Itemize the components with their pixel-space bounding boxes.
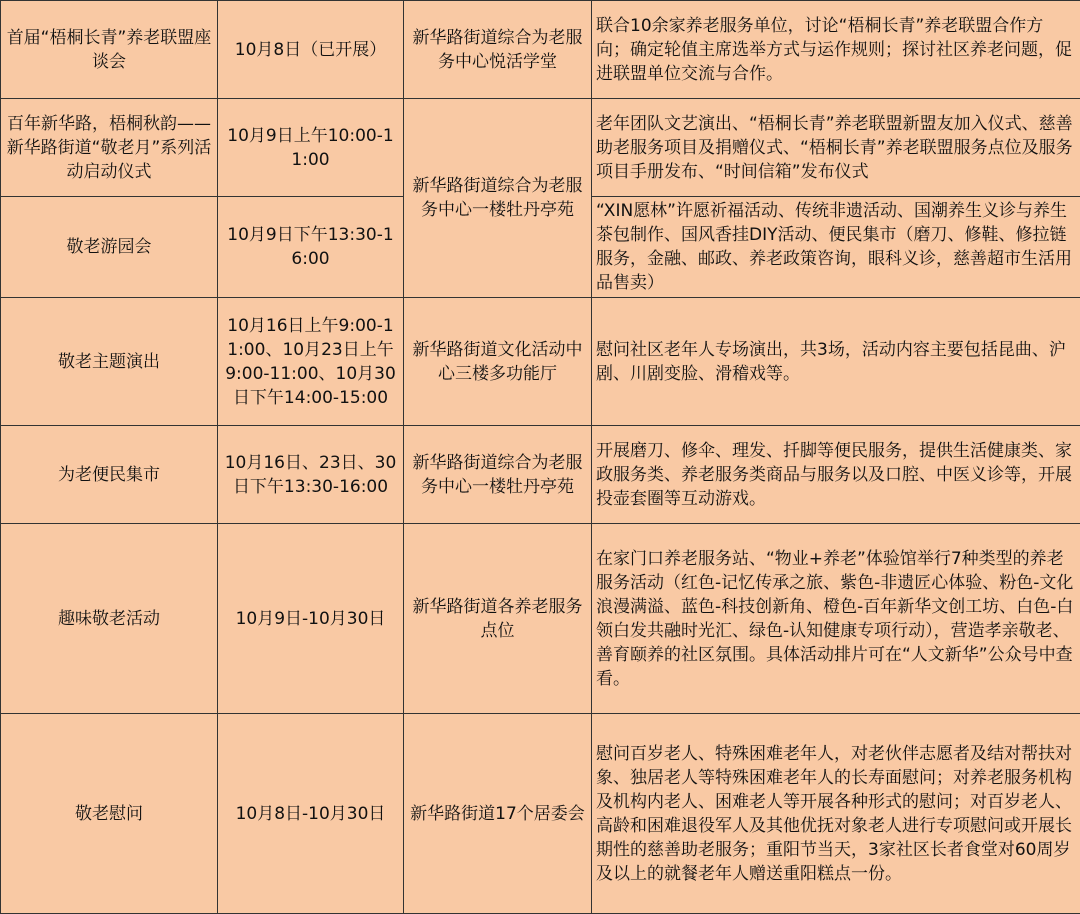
event-name: 百年新华路，梧桐秋韵——新华路街道“敬老月”系列活动启动仪式 bbox=[1, 99, 218, 197]
table-row bbox=[1, 714, 1080, 914]
event-content: 开展磨刀、修伞、理发、扦脚等便民服务，提供生活健康类、家政服务类、养老服务类商品与服务以及口腔、中医义诊等，开展投壶套圈等互动游戏。 bbox=[592, 426, 1080, 524]
event-content: 慰问百岁老人、特殊困难老年人，对老伙伴志愿者及结对帮扶对象、独居老人等特殊困难老年人的长寿面慰问；对养老服务机构及机构内老人、困难老人等开展各种形式的慰问；对百岁老人、高龄和困难退役军人及其他优抚对象老人进行专项慰问或开展长期性的慈善助老服务；重阳节当天，3家社区长者食堂对60周岁及以上的就餐老年人赠送重阳糕点一份。 bbox=[592, 714, 1080, 914]
event-time: 10月9日-10月30日 bbox=[218, 524, 404, 714]
event-place: 新华路街道文化活动中心三楼多功能厅 bbox=[404, 298, 592, 426]
event-time: 10月8日-10月30日 bbox=[218, 714, 404, 914]
event-name: 敬老游园会 bbox=[1, 197, 218, 298]
event-name: 首届“梧桐长青”养老联盟座谈会 bbox=[1, 1, 218, 99]
event-time: 10月9日下午13:30-16:00 bbox=[218, 197, 404, 298]
table-row bbox=[1, 298, 1080, 426]
event-content: 在家门口养老服务站、“物业+养老”体验馆举行7种类型的养老服务活动（红色-记忆传承之旅、紫色-非遗匠心体验、粉色-文化浪漫满溢、蓝色-科技创新角、橙色-百年新华文创工坊、白色-白领白发共融时光汇、绿色-认知健康专项行动），营造孝亲敬老、善育颐养的社区氛围。具体活动排片可在“人文新华”公众号中查看。 bbox=[592, 524, 1080, 714]
event-place: 新华路街道综合为老服务中心一楼牡丹亭苑 bbox=[404, 99, 592, 298]
event-name: 为老便民集市 bbox=[1, 426, 218, 524]
event-time: 10月16日上午9:00-11:00、10月23日上午9:00-11:00、10月30日下午14:00-15:00 bbox=[218, 298, 404, 426]
event-content: 慰问社区老年人专场演出，共3场，活动内容主要包括昆曲、沪剧、川剧变脸、滑稽戏等。 bbox=[592, 298, 1080, 426]
event-content: “XIN愿林”许愿祈福活动、传统非遗活动、国潮养生义诊与养生茶包制作、国风香挂DIY活动、便民集市（磨刀、修鞋、修拉链服务，金融、邮政、养老政策咨询，眼科义诊，慈善超市生活用品售卖） bbox=[592, 197, 1080, 298]
event-time: 10月9日上午10:00-11:00 bbox=[218, 99, 404, 197]
event-content: 老年团队文艺演出、“梧桐长青”养老联盟新盟友加入仪式、慈善助老服务项目及捐赠仪式、“梧桐长青”养老联盟服务点位及服务项目手册发布、“时间信箱”发布仪式 bbox=[592, 99, 1080, 197]
event-place: 新华路街道综合为老服务中心悦活学堂 bbox=[404, 1, 592, 99]
table-row bbox=[1, 1, 1080, 99]
table-row bbox=[1, 524, 1080, 714]
event-content: 联合10余家养老服务单位，讨论“梧桐长青”养老联盟合作方向；确定轮值主席选举方式与运作规则；探讨社区养老问题，促进联盟单位交流与合作。 bbox=[592, 1, 1080, 99]
event-place: 新华路街道17个居委会 bbox=[404, 714, 592, 914]
event-name: 趣味敬老活动 bbox=[1, 524, 218, 714]
event-name: 敬老慰问 bbox=[1, 714, 218, 914]
event-place: 新华路街道各养老服务点位 bbox=[404, 524, 592, 714]
event-time: 10月16日、23日、30日下午13:30-16:00 bbox=[218, 426, 404, 524]
event-name: 敬老主题演出 bbox=[1, 298, 218, 426]
table-row bbox=[1, 99, 1080, 197]
table-row bbox=[1, 426, 1080, 524]
event-time: 10月8日（已开展） bbox=[218, 1, 404, 99]
event-place: 新华路街道综合为老服务中心一楼牡丹亭苑 bbox=[404, 426, 592, 524]
